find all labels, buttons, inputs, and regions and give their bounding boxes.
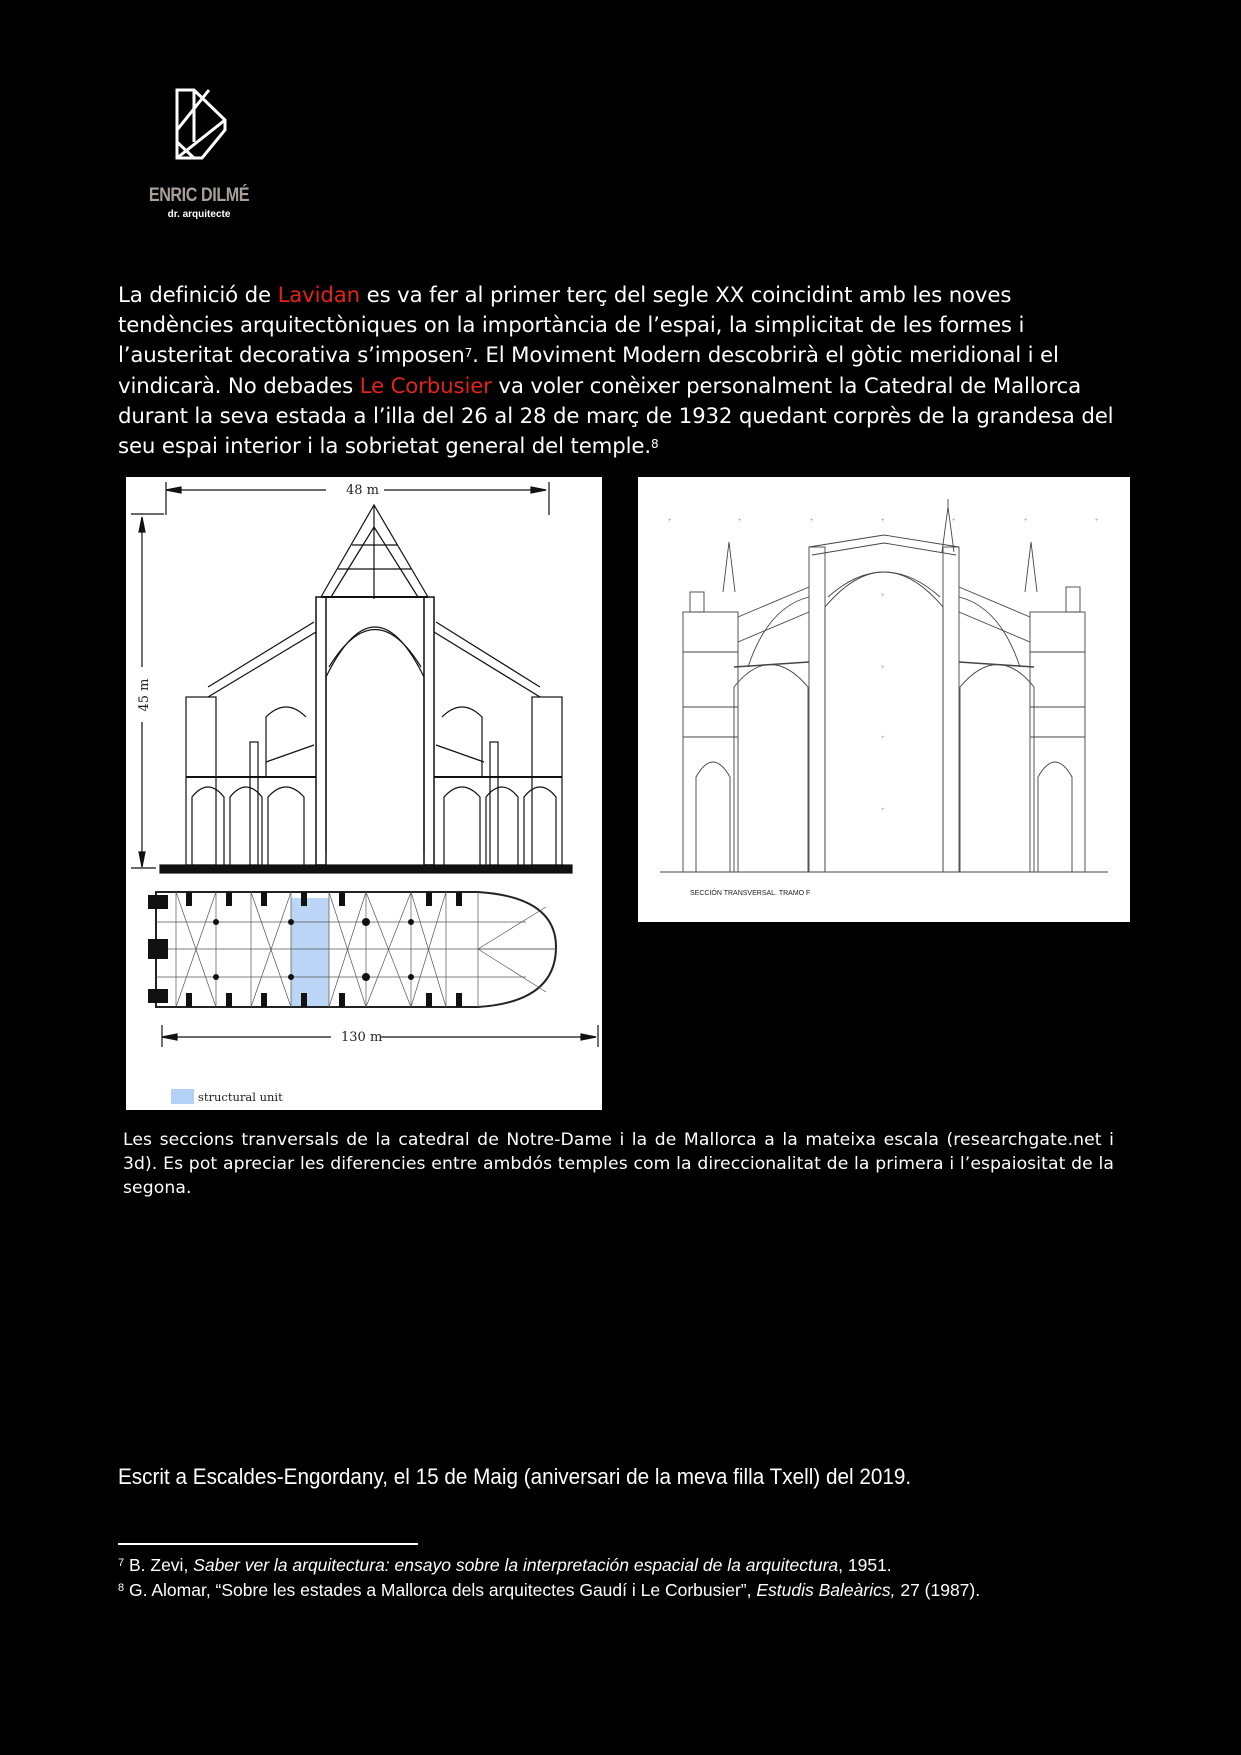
- logo-name: ENRIC DILMÉ: [148, 185, 250, 206]
- svg-text:+: +: [1024, 518, 1028, 524]
- structural-unit-legend-swatch: [171, 1089, 194, 1104]
- body-paragraph: [118, 281, 1133, 462]
- svg-text:+: +: [952, 518, 956, 524]
- notre-dame-section-plan-figure: [126, 477, 602, 1110]
- figure-caption: Les seccions tranversals de la catedral de Notre-Dame i la de Mallorca a la mateixa escala (researchgate.net i 3d). Es pot apreciar les diferencies entre ambdós temples com la direccionalitat de la primera i l’espaiositat de la segona.: [123, 1130, 1114, 1199]
- link-le-corbusier[interactable]: Le Corbusier: [359, 373, 492, 399]
- svg-text:+: +: [810, 518, 814, 524]
- mallorca-section-figure: [638, 477, 1130, 922]
- length-dimension-label: 130 m: [341, 1030, 383, 1045]
- svg-text:+: +: [881, 735, 885, 741]
- structural-unit-legend-label: structural unit: [198, 1090, 283, 1104]
- footnote-ref-7[interactable]: 7: [464, 346, 473, 361]
- svg-text:+: +: [738, 518, 742, 524]
- footnote-7: $^7$ B. Zevi, Saber ver la arquitectura: ensayo sobre la interpretación espacial de la arquitectura, 1951.: [118, 1555, 892, 1575]
- section-label: SECCIÓN TRANSVERSAL. TRAMO F: [690, 890, 811, 897]
- footnotes: [118, 1553, 1118, 1603]
- footnote-separator: [118, 1543, 418, 1545]
- svg-text:+: +: [881, 518, 885, 524]
- paragraph-text: . El Moviment Modern descobrirà el gòtic meridional i el vindicarà. No debades: [118, 343, 1059, 399]
- svg-text:+: +: [881, 665, 885, 671]
- svg-text:+: +: [881, 593, 885, 599]
- width-dimension-label: 48 m: [346, 483, 380, 498]
- paragraph-text: va voler conèixer personalment la Catedral de Mallorca durant la seva estada a l’illa del 26 al 28 de març de 1932 quedant corprès de la grandesa del seu espai interior i la sobrietat general del temple.: [118, 373, 1114, 460]
- svg-text:+: +: [668, 518, 672, 524]
- footnote-ref-8[interactable]: 8: [650, 437, 659, 452]
- closing-line: Escrit a Escaldes-Engordany, el 15 de Maig (aniversari de la meva filla Txell) del 2019.: [118, 1464, 912, 1489]
- logo-subtitle: dr. arquitecte: [167, 209, 231, 220]
- height-dimension-label: 45 m: [137, 678, 152, 712]
- paragraph-text: La definició de: [118, 283, 278, 308]
- logo-d-geometric-icon: [140, 84, 260, 166]
- svg-text:+: +: [1095, 518, 1099, 524]
- paragraph-text: es va fer al primer terç del segle XX coincidint amb les noves tendències arquitectòniques on la importància de l’espai, la simplicitat de les formes i l’austeritat decorativa s’imposen: [118, 283, 1025, 369]
- footnote-8: $^8$ G. Alomar, “Sobre les estades a Mallorca dels arquitectes Gaudí i Le Corbusier”, Estudis Baleàrics, 27 (1987).: [118, 1580, 981, 1600]
- svg-text:+: +: [881, 807, 885, 813]
- link-lavidan[interactable]: Lavidan: [277, 283, 361, 308]
